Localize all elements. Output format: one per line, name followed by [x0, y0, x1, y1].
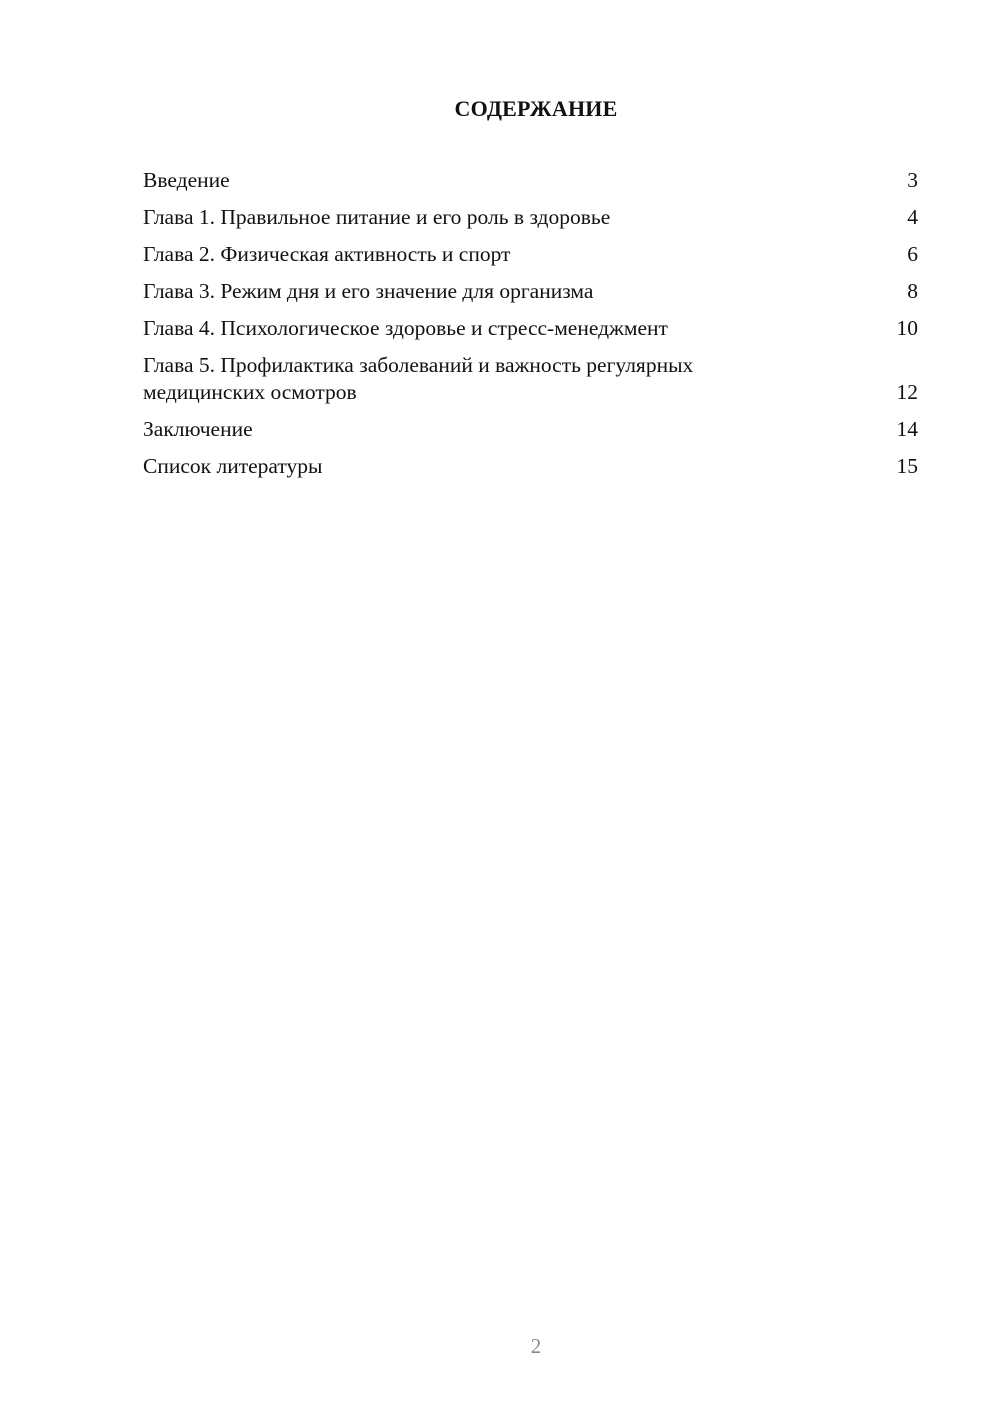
page-number: 2: [530, 1334, 542, 1358]
toc-item-page: 10: [896, 316, 918, 340]
toc-item-chapter-1: [143, 204, 918, 231]
toc-item-page: 12: [896, 380, 918, 404]
toc-item-label: Глава 5. Профилактика заболеваний и важность регулярных медицинских осмотров: [143, 353, 694, 404]
toc-item-page: 3: [907, 168, 918, 192]
toc-item-references: [143, 453, 918, 480]
toc-item-chapter-4: [143, 315, 918, 342]
toc-item-label: Глава 4. Психологическое здоровье и стресс-менеджмент: [143, 316, 668, 340]
page-title: СОДЕРЖАНИЕ: [454, 96, 618, 121]
toc-item-conclusion: [143, 416, 918, 443]
toc-item-page: 15: [896, 454, 918, 478]
table-of-contents: [143, 167, 918, 490]
toc-item-label: Введение: [143, 168, 230, 192]
toc-item-label: Заключение: [143, 417, 253, 441]
toc-item-introduction: [143, 167, 918, 194]
toc-item-page: 14: [896, 417, 918, 441]
toc-item-label: Глава 3. Режим дня и его значение для организма: [143, 279, 594, 303]
toc-item-chapter-2: [143, 241, 918, 268]
toc-item-page: 8: [907, 279, 918, 303]
toc-item-page: 4: [907, 205, 918, 229]
toc-item-chapter-5: [143, 352, 918, 406]
toc-item-label: Список литературы: [143, 454, 323, 478]
toc-item-label: Глава 1. Правильное питание и его роль в здоровье: [143, 205, 611, 229]
toc-item-label: Глава 2. Физическая активность и спорт: [143, 242, 511, 266]
toc-item-page: 6: [907, 242, 918, 266]
toc-item-chapter-3: [143, 278, 918, 305]
